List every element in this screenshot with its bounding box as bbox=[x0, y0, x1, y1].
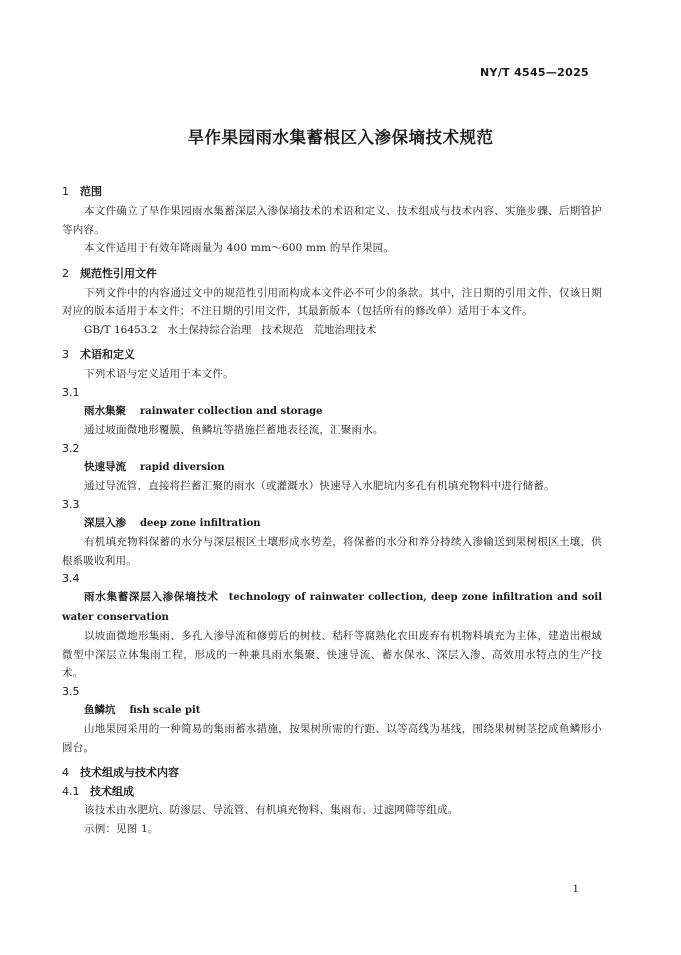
term-en: rapid diversion bbox=[140, 461, 225, 473]
paragraph: 本文件确立了旱作果园雨水集蓄深层入渗保墒技术的术语和定义、技术组成与技术内容、实施步骤、后期管护等内容。 bbox=[62, 205, 602, 236]
term-heading bbox=[62, 514, 602, 534]
term-zh: 雨水集聚 bbox=[84, 404, 126, 417]
reference-code: GB/T 16453.2 bbox=[84, 323, 158, 336]
term-en: fish scale pit bbox=[129, 704, 201, 716]
section-title: 术语和定义 bbox=[80, 348, 135, 361]
term-definition: 有机填充物料保蓄的水分与深层根区土壤形成水势差，将保蓄的水分和养分持续入渗输送到果树根区土壤，供根系吸收利用。 bbox=[62, 536, 602, 567]
term-heading bbox=[62, 458, 602, 478]
document-title: 旱作果园雨水集蓄根区入渗保墒技术规范 bbox=[187, 128, 494, 147]
paragraph: 下列术语与定义适用于本文件。 bbox=[84, 368, 234, 380]
term-definition: 通过导流管，直接将拦蓄汇聚的雨水（或灌溉水）快速导入水肥坑内多孔有机填充物料中进行储蓄。 bbox=[84, 480, 555, 492]
term-number: 3.2 bbox=[62, 441, 80, 455]
term-zh: 快速导流 bbox=[84, 460, 126, 473]
reference-title-part: 荒地治理技术 bbox=[313, 323, 377, 336]
term-zh: 鱼鳞坑 bbox=[84, 703, 116, 716]
term-zh: 雨水集蓄深层入渗保墒技术 bbox=[84, 591, 219, 603]
section-title: 规范性引用文件 bbox=[80, 266, 157, 280]
subsection-heading-4-1 bbox=[62, 783, 602, 801]
section-number: 1 bbox=[62, 185, 69, 198]
section-heading-1 bbox=[62, 182, 602, 202]
document-body bbox=[62, 176, 602, 838]
term-definition: 以坡面微地形集雨、多孔入渗导流和修剪后的树枝、秸秆等腐熟化农田废弃有机物料填充为主体，建造出根域微型中深层立体集雨工程，形成的一种兼具雨水集聚、快速导流、蓄水保水、深层入渗、高效用水特点的生产技术。 bbox=[62, 630, 602, 679]
term-number: 3.5 bbox=[62, 684, 80, 698]
term-definition: 山地果园采用的一种简易的集雨蓄水措施，按果树所需的行距、以等高线为基线，围绕果树树茎挖成鱼鳞形小圆台。 bbox=[62, 723, 602, 754]
term-number: 3.3 bbox=[62, 497, 80, 511]
section-number: 4 bbox=[62, 766, 69, 779]
section-number: 2 bbox=[62, 266, 69, 280]
section-heading-4 bbox=[62, 763, 602, 783]
paragraph: 该技术由水肥坑、防渗层、导流管、有机填充物料、集雨布、过滤网筛等组成。 bbox=[84, 804, 459, 816]
term-heading bbox=[62, 701, 602, 721]
normative-reference bbox=[62, 321, 602, 340]
term-en: technology of rainwater collection, deep zone infiltration and soil water conservation bbox=[62, 592, 603, 623]
paragraph: 示例：见图 1。 bbox=[84, 822, 159, 835]
term-definition: 通过坡面微地形覆膜、鱼鳞坑等措施拦蓄地表径流，汇聚雨水。 bbox=[84, 424, 384, 436]
standard-code: NY/T 4545—2025 bbox=[480, 66, 589, 79]
page-number: 1 bbox=[572, 884, 579, 895]
section-heading-3 bbox=[62, 345, 602, 365]
section-title: 技术组成与技术内容 bbox=[80, 766, 179, 779]
section-number: 3 bbox=[62, 348, 69, 361]
reference-title-part: 水土保持综合治理 bbox=[167, 323, 252, 336]
term-zh: 深层入渗 bbox=[84, 516, 126, 529]
section-heading-2 bbox=[62, 264, 602, 284]
subsection-title: 技术组成 bbox=[90, 785, 134, 798]
paragraph: 本文件适用于有效年降雨量为 400 mm～600 mm 的旱作果园。 bbox=[84, 242, 395, 254]
term-number: 3.1 bbox=[62, 385, 80, 399]
term-heading bbox=[62, 402, 602, 422]
term-en: rainwater collection and storage bbox=[140, 405, 323, 417]
paragraph: 下列文件中的内容通过文中的规范性引用而构成本文件必不可少的条款。其中，注日期的引用文件，仅该日期对应的版本适用于本文件；不注日期的引用文件，其最新版本（包括所有的修改单）适用于本文件。 bbox=[62, 286, 602, 317]
subsection-number: 4.1 bbox=[62, 785, 80, 798]
term-heading bbox=[62, 588, 602, 627]
term-en: deep zone infiltration bbox=[140, 517, 261, 529]
section-title: 范围 bbox=[80, 185, 102, 198]
reference-title-part: 技术规范 bbox=[261, 323, 304, 336]
term-number: 3.4 bbox=[62, 572, 80, 585]
